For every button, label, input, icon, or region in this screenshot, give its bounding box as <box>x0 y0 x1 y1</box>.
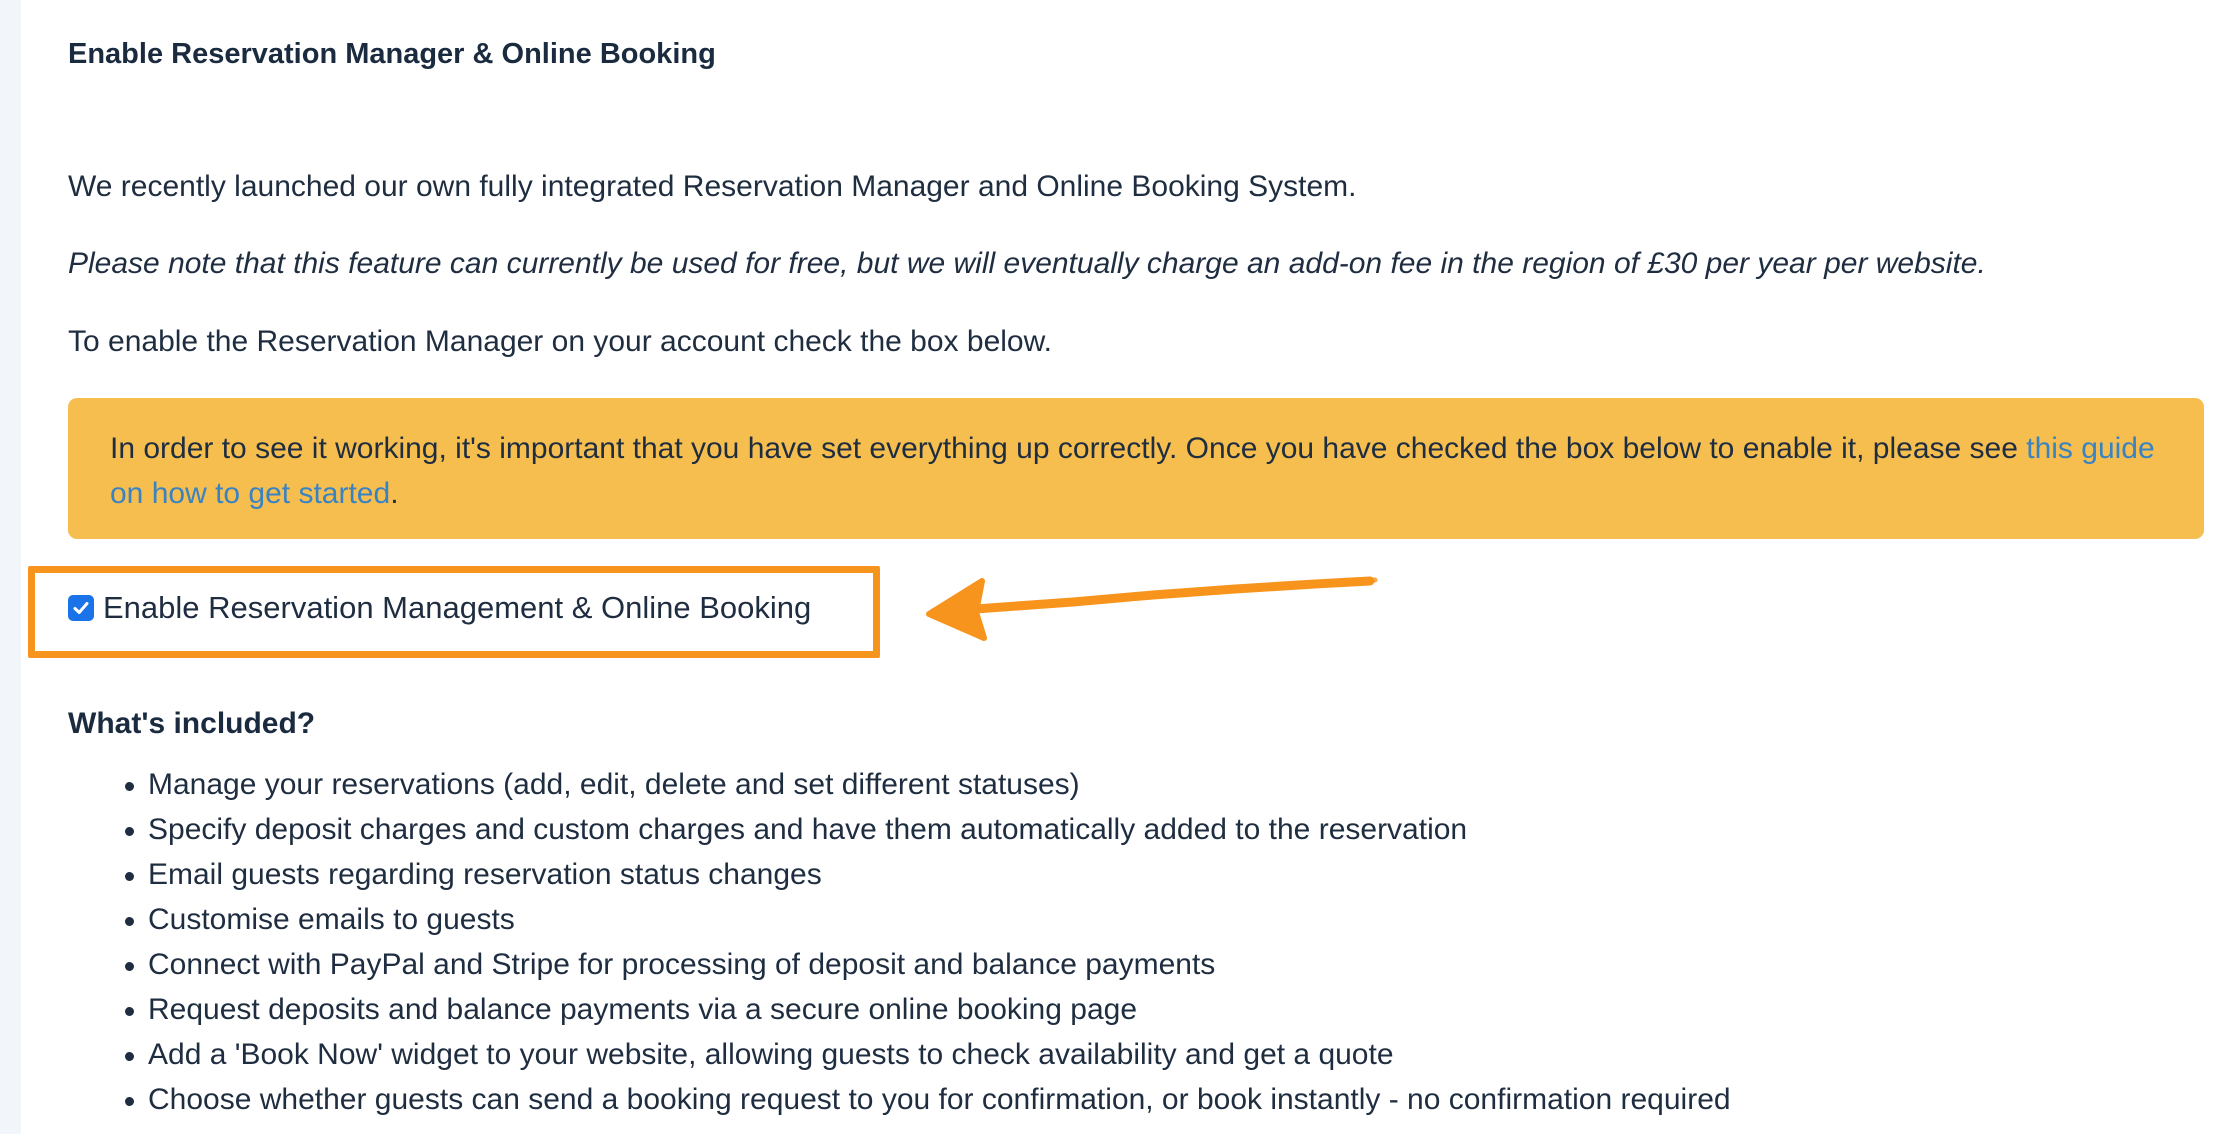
annotation-arrow-icon <box>905 556 1405 656</box>
getting-started-guide-link[interactable]: this guide on how to get started <box>110 432 2155 510</box>
enable-reservation-label[interactable]: Enable Reservation Management & Online Booking <box>103 590 812 625</box>
list-item: Email guests regarding reservation status changes <box>120 852 1731 897</box>
list-item: Manage your reservations (add, edit, delete and set different statuses) <box>120 762 1731 807</box>
list-item: Request deposits and balance payments via a secure online booking page <box>120 987 1731 1032</box>
list-item: Customise emails to guests <box>120 897 1731 942</box>
list-item: Specify deposit charges and custom charges and have them automatically added to the reservation <box>120 807 1731 852</box>
annotation-highlight-box <box>28 566 880 658</box>
alert-text-end: . <box>390 477 399 510</box>
list-item: Connect with PayPal and Stripe for processing of deposit and balance payments <box>120 942 1731 987</box>
list-item: Add a 'Book Now' widget to your website, allowing guests to check availability and get a quote <box>120 1032 1731 1077</box>
feature-list <box>120 762 1731 1122</box>
alert-text: In order to see it working, it's important that you have set everything up correctly. Once you have checked the box below to enable it, please see <box>110 432 2027 465</box>
whats-included-heading: What's included? <box>68 707 316 740</box>
pricing-note: Please note that this feature can currently be used for free, but we will eventually charge an add-on fee in the region of £30 per year per website. <box>68 247 1986 280</box>
setup-alert <box>68 398 2204 539</box>
list-item: Choose whether guests can send a booking request to you for confirmation, or book instantly - no confirmation required <box>120 1077 1731 1122</box>
section-title: Enable Reservation Manager & Online Booking <box>68 38 716 70</box>
intro-text: We recently launched our own fully integrated Reservation Manager and Online Booking System. <box>68 170 1357 203</box>
instruction-text: To enable the Reservation Manager on your account check the box below. <box>68 325 1052 358</box>
